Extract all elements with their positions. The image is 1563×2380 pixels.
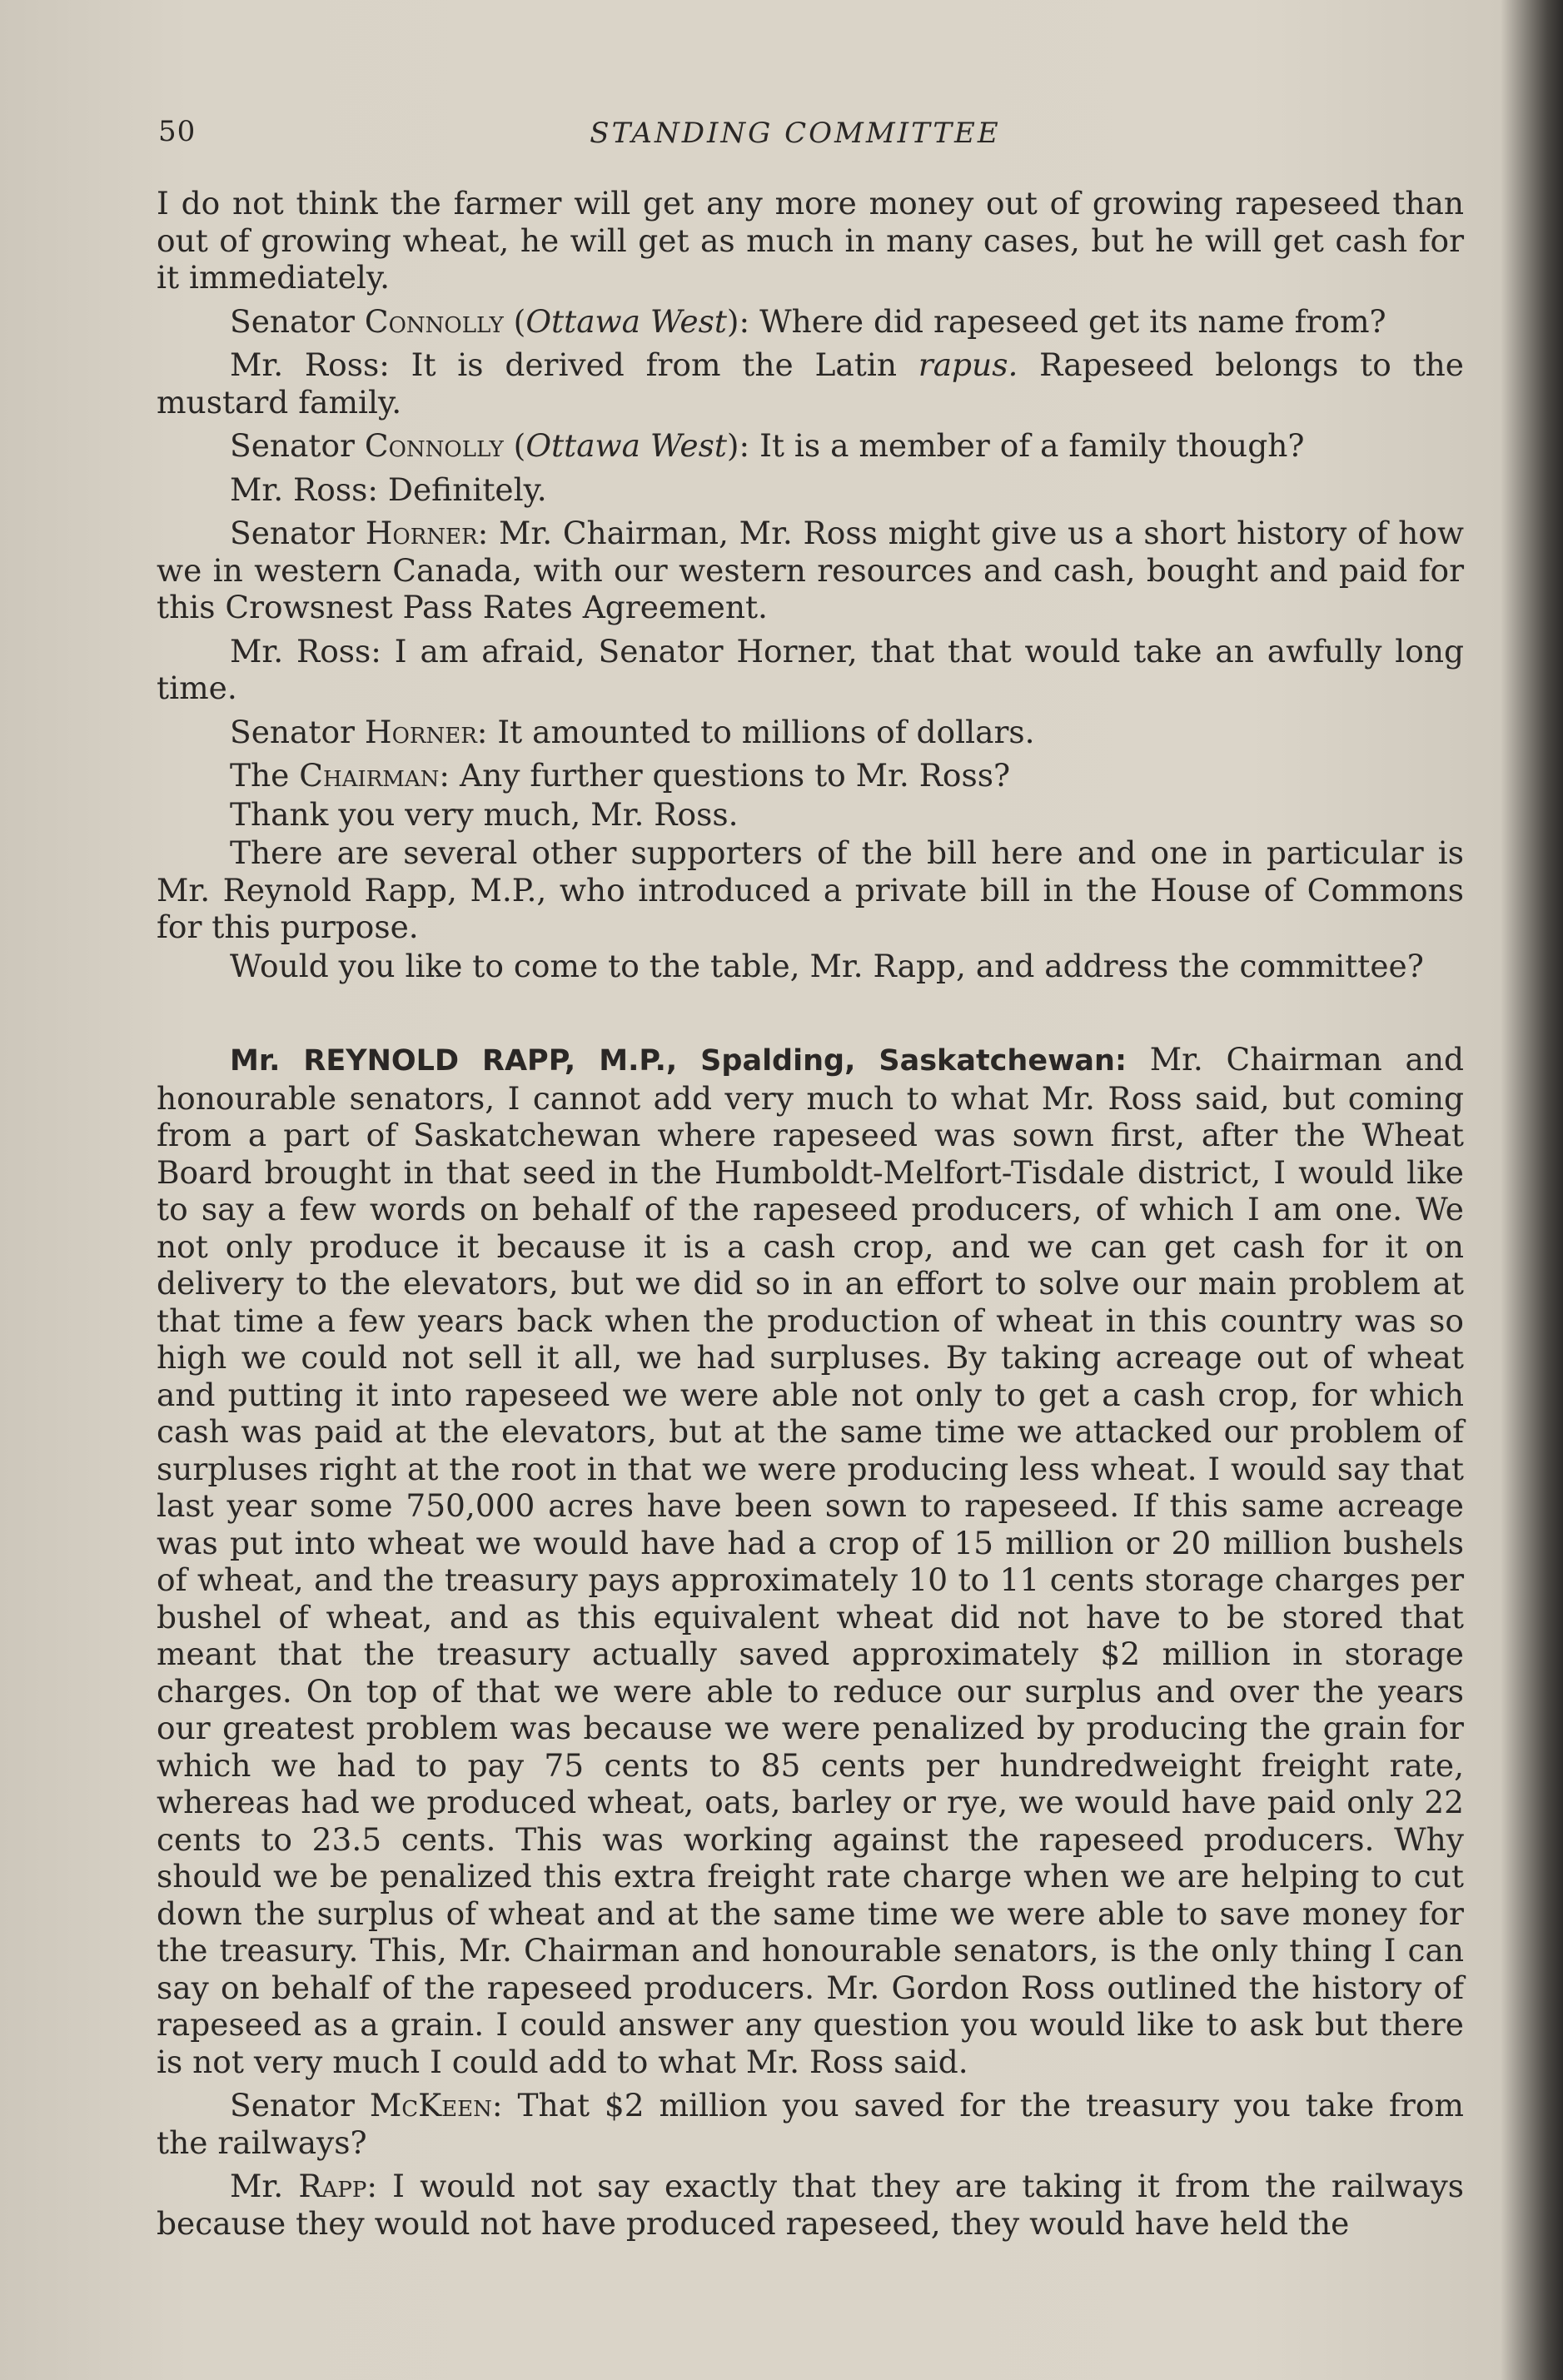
speaker-title: The	[230, 757, 290, 794]
speaker-name: Rapp	[298, 2168, 367, 2204]
paragraph-text: Thank you very much, Mr. Ross.	[230, 795, 739, 833]
paragraph-text: Where did rapeseed get its name from?	[759, 302, 1386, 340]
section-spacer	[157, 991, 1464, 1041]
paragraph-text: I would not say exactly that they are taking it from the railways because they would not have produced rapeseed, they would have held the	[157, 2168, 1465, 2242]
speaker-title: Senator	[230, 302, 355, 340]
paragraph-text: Mr. Chairman, Mr. Ross might give us a short history of how we in western Canada, with our western resources and cash, bought and paid for this Crowsnest Pass Rates Agreement.	[157, 515, 1464, 625]
paragraph-text: There are several other supporters of the bill here and one in particular is Mr. Reynold Rapp, M.P., who introduced a private bill in the House of Commons for this purpose.	[157, 834, 1464, 945]
paragraph-italic-text: rapus.	[918, 346, 1018, 383]
paragraph-mckeen: Senator McKeen: That $2 million you saved for the treasury you take from the railways?	[157, 2087, 1464, 2161]
paragraph-ross-3: Mr. Ross: I am afraid, Senator Horner, that that would take an awfully long time.	[157, 632, 1464, 706]
paragraph-horner-1: Senator Horner: Mr. Chairman, Mr. Ross might give us a short history of how we in western Canada, with our western resources and cash, bought and paid for this Crowsnest Pass Rates Agreement.	[157, 515, 1464, 625]
paragraph-horner-2: Senator Horner: It amounted to millions of dollars.	[230, 713, 1035, 750]
paragraph-text: Definitely.	[387, 471, 547, 508]
speaker-name: Horner	[365, 515, 478, 551]
paragraph-rapp-reply: Mr. Rapp: I would not say exactly that they are taking it from the railways because they would not have produced rapeseed, they would have held the	[157, 2168, 1465, 2242]
speaker-name: Horner	[364, 713, 477, 750]
speaker-title: Senator	[230, 2087, 355, 2124]
speaker-title: Mr.	[230, 471, 284, 508]
paragraph-rapp-statement	[157, 1041, 1464, 2080]
paragraph-ross-1: Mr. Ross: It is derived from the Latin rapus. Rapeseed belongs to the mustard family.	[157, 346, 1465, 421]
paragraph-continuation	[157, 185, 1464, 296]
paragraph-supporters	[157, 834, 1464, 946]
paragraph-text: I am afraid, Senator Horner, that that would take an awfully long time.	[157, 632, 1464, 706]
paragraph-connolly-1: Senator Connolly (Ottawa West): Where did rapeseed get its name from?	[230, 302, 1386, 340]
body-text	[157, 185, 1464, 2248]
paragraph-text: I do not think the farmer will get any more money out of growing rapeseed than out of growing wheat, he will get as much in many cases, but he will get cash for it immediately.	[157, 185, 1464, 296]
speaker-title: Mr.	[230, 632, 284, 670]
speaker-name: Ross	[293, 471, 368, 508]
paragraph-text: It is derived from the Latin	[411, 346, 897, 383]
speaker-title: Mr.	[230, 2168, 284, 2204]
speaker-name: Connolly	[364, 302, 504, 340]
speaker-heading: Mr. REYNOLD RAPP, M.P., Spalding, Saskatchewan:	[230, 1044, 1127, 1078]
paragraph-ross-2: Mr. Ross: Definitely.	[230, 471, 547, 508]
paragraph-chairman: The Chairman: Any further questions to Mr. Ross?	[230, 757, 1011, 794]
paragraph-text: It amounted to millions of dollars.	[497, 713, 1035, 750]
paragraph-text: That $2 million you saved for the treasury you take from the railways?	[157, 2087, 1464, 2161]
speaker-place: Ottawa West	[525, 302, 727, 340]
speaker-name: Ross	[296, 632, 371, 670]
paragraph-text: Would you like to come to the table, Mr. Rapp, and address the committee?	[230, 947, 1424, 984]
speaker-title: Mr.	[230, 346, 284, 383]
paragraph-text: It is a member of a family though?	[759, 427, 1305, 464]
speaker-title: Senator	[230, 713, 355, 750]
page-number: 50	[158, 115, 197, 148]
running-head: STANDING COMMITTEE	[590, 117, 1001, 150]
speaker-name: Ross	[304, 346, 380, 383]
speaker-title: Senator	[230, 515, 355, 551]
speaker-title: Senator	[230, 427, 355, 464]
paragraph-invitation	[157, 948, 1464, 985]
paragraph-text: Mr. Chairman and honourable senators, I cannot add very much to what Mr. Ross said, but coming from a part of Saskatchewan where rapeseed was sown first, after the Wheat Board brought in that seed in the Humboldt-Melfort-Tisdale district, I would like to say a few words on behalf of the rapeseed producers, of which I am one. We not only produce it because it is a cash crop, and we can get cash for it on delivery to the elevators, but we did so in an effort to solve our main problem at that time a few years back when the production of wheat in this country was so high we could not sell it all, we had surpluses. By taking acreage out of wheat and putting it into rapeseed we were able not only to get a cash crop, for which cash was paid at the elevators, but at the same time we attacked our problem of surpluses right at the root in that we were producing less wheat. I would say that last year some 750,000 acres have been sown to rapeseed. If this same acreage was put into wheat we would have had a crop of 15 million or 20 million bushels of wheat, and the treasury pays approximately 10 to 11 cents storage charges per bushel of wheat, and as this equivalent wheat did not have to be stored that meant that the treasury actually saved approximately $2 million in storage charges. On top of that we were able to reduce our surplus and over the years our greatest problem was because we were penalized by producing the grain for which we had to pay 75 cents to 85 cents per hundredweight freight rate, whereas had we produced wheat, oats, barley or rye, we would have paid only 22 cents to 23.5 cents. This was working against the rapeseed producers. Why should we be penalized this extra freight rate charge when we are helping to cut down the surplus of wheat and at the same time we were able to save money for the treasury. This, Mr. Chairman and honourable senators, is the only thing I can say on behalf of the rapeseed producers. Mr. Gordon Ross outlined the history of rapeseed as a grain. I could answer any question you would like to ask but there is not very much I could add to what Mr. Ross said.	[157, 1041, 1464, 2080]
paragraph-text: Rapeseed belongs to the mustard family.	[157, 346, 1465, 421]
speaker-place: Ottawa West	[525, 427, 727, 464]
page-header	[158, 108, 1457, 158]
paragraph-connolly-2: Senator Connolly (Ottawa West): It is a member of a family though?	[230, 427, 1305, 464]
paragraph-thanks	[157, 796, 1464, 834]
speaker-name: Chairman	[299, 757, 440, 794]
speaker-name: Connolly	[364, 427, 504, 464]
paragraph-text: Any further questions to Mr. Ross?	[459, 757, 1011, 794]
speaker-name: McKeen	[369, 2087, 492, 2124]
